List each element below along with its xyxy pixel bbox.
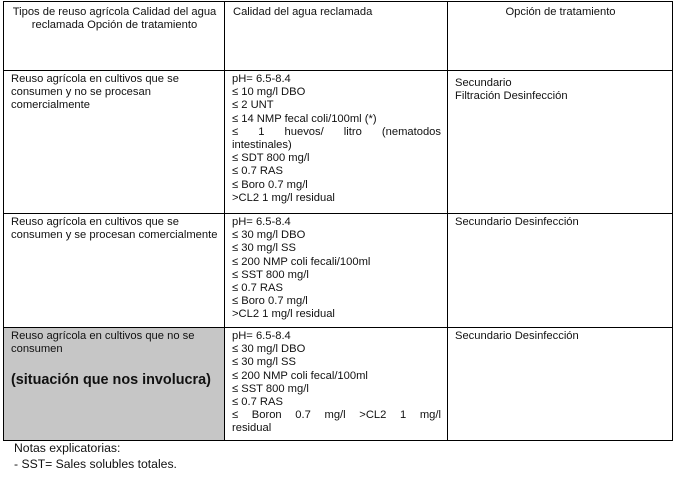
treatment-line: Secundario Desinfección — [455, 216, 579, 228]
quality-line: ≤ 0.7 RAS — [232, 396, 283, 409]
quality-line: ≤ 30 mg/l DBO — [232, 343, 306, 356]
quality-line: >CL2 1 mg/l residual — [232, 308, 335, 321]
treatment-line: Secundario — [455, 77, 512, 89]
reuse-type-cell-highlighted — [4, 328, 225, 441]
explanatory-notes — [14, 440, 177, 472]
notes-title: Notas explicatorias: — [14, 441, 121, 455]
quality-line: ≤ 30 mg/l SS — [232, 242, 296, 255]
situation-note: (situación que nos involucra) — [11, 372, 211, 389]
quality-cell — [225, 328, 448, 441]
quality-line: ≤ Boro 0.7 mg/l — [232, 178, 308, 191]
quality-line: ≤ 30 mg/l DBO — [232, 229, 306, 242]
table-header-row — [4, 2, 673, 71]
quality-line: ≤ 14 NMP fecal coli/100ml (*) — [232, 112, 377, 125]
reuse-type-text: Reuso agrícola en cultivos que no se consumen — [11, 330, 195, 356]
treatment-line: Filtración Desinfección — [455, 90, 568, 103]
header-water-quality: Calidad del agua reclamada — [225, 2, 448, 71]
quality-line: ≤ SST 800 mg/l — [232, 382, 309, 395]
table-row — [4, 328, 673, 441]
treatment-cell — [448, 328, 673, 441]
reuse-type-text: Reuso agrícola en cultivos que se consumen y no se procesan comercialmente — [11, 73, 179, 112]
quality-line: ≤ 200 NMP coli fecal/100ml — [232, 369, 368, 382]
treatment-line: Secundario Desinfección — [455, 330, 579, 342]
quality-line: ≤ SST 800 mg/l — [232, 268, 309, 281]
quality-line: ≤ 0.7 RAS — [232, 282, 283, 295]
quality-line: >CL2 1 mg/l residual — [232, 191, 335, 204]
reuse-type-cell — [4, 71, 225, 214]
quality-line: intestinales) — [232, 139, 292, 152]
treatment-cell — [448, 214, 673, 328]
quality-line: ≤ 200 NMP coli fecali/100ml — [232, 255, 371, 268]
quality-cell — [225, 71, 448, 214]
quality-line: pH= 6.5-8.4 — [232, 216, 291, 228]
quality-line: ≤ Boron 0.7 mg/l >CL2 1 mg/l — [232, 409, 441, 422]
treatment-cell — [448, 71, 673, 214]
reuse-table — [3, 1, 673, 441]
quality-line: pH= 6.5-8.4 — [232, 330, 291, 342]
reuse-type-cell — [4, 214, 225, 328]
quality-line: ≤ 1 huevos/ litro (nematodos — [232, 125, 441, 138]
quality-line: ≤ SDT 800 mg/l — [232, 152, 310, 165]
header-reuse-type: Tipos de reuso agrícola Calidad del agua reclamada Opción de tratamiento — [4, 2, 225, 71]
table-row — [4, 214, 673, 328]
quality-line: ≤ 2 UNT — [232, 99, 274, 112]
notes-item: - SST= Sales solubles totales. — [14, 457, 177, 471]
header-treatment-option: Opción de tratamiento — [448, 2, 673, 71]
quality-line: ≤ 10 mg/l DBO — [232, 86, 306, 99]
quality-line: pH= 6.5-8.4 — [232, 73, 291, 85]
quality-line: ≤ Boro 0.7 mg/l — [232, 295, 308, 308]
quality-line: ≤ 0.7 RAS — [232, 165, 283, 178]
reuse-type-text: Reuso agrícola en cultivos que se consumen y se procesan comercialmente — [11, 216, 218, 242]
table-row — [4, 71, 673, 214]
quality-cell — [225, 214, 448, 328]
quality-line: ≤ 30 mg/l SS — [232, 356, 296, 369]
quality-line: residual — [232, 422, 272, 435]
